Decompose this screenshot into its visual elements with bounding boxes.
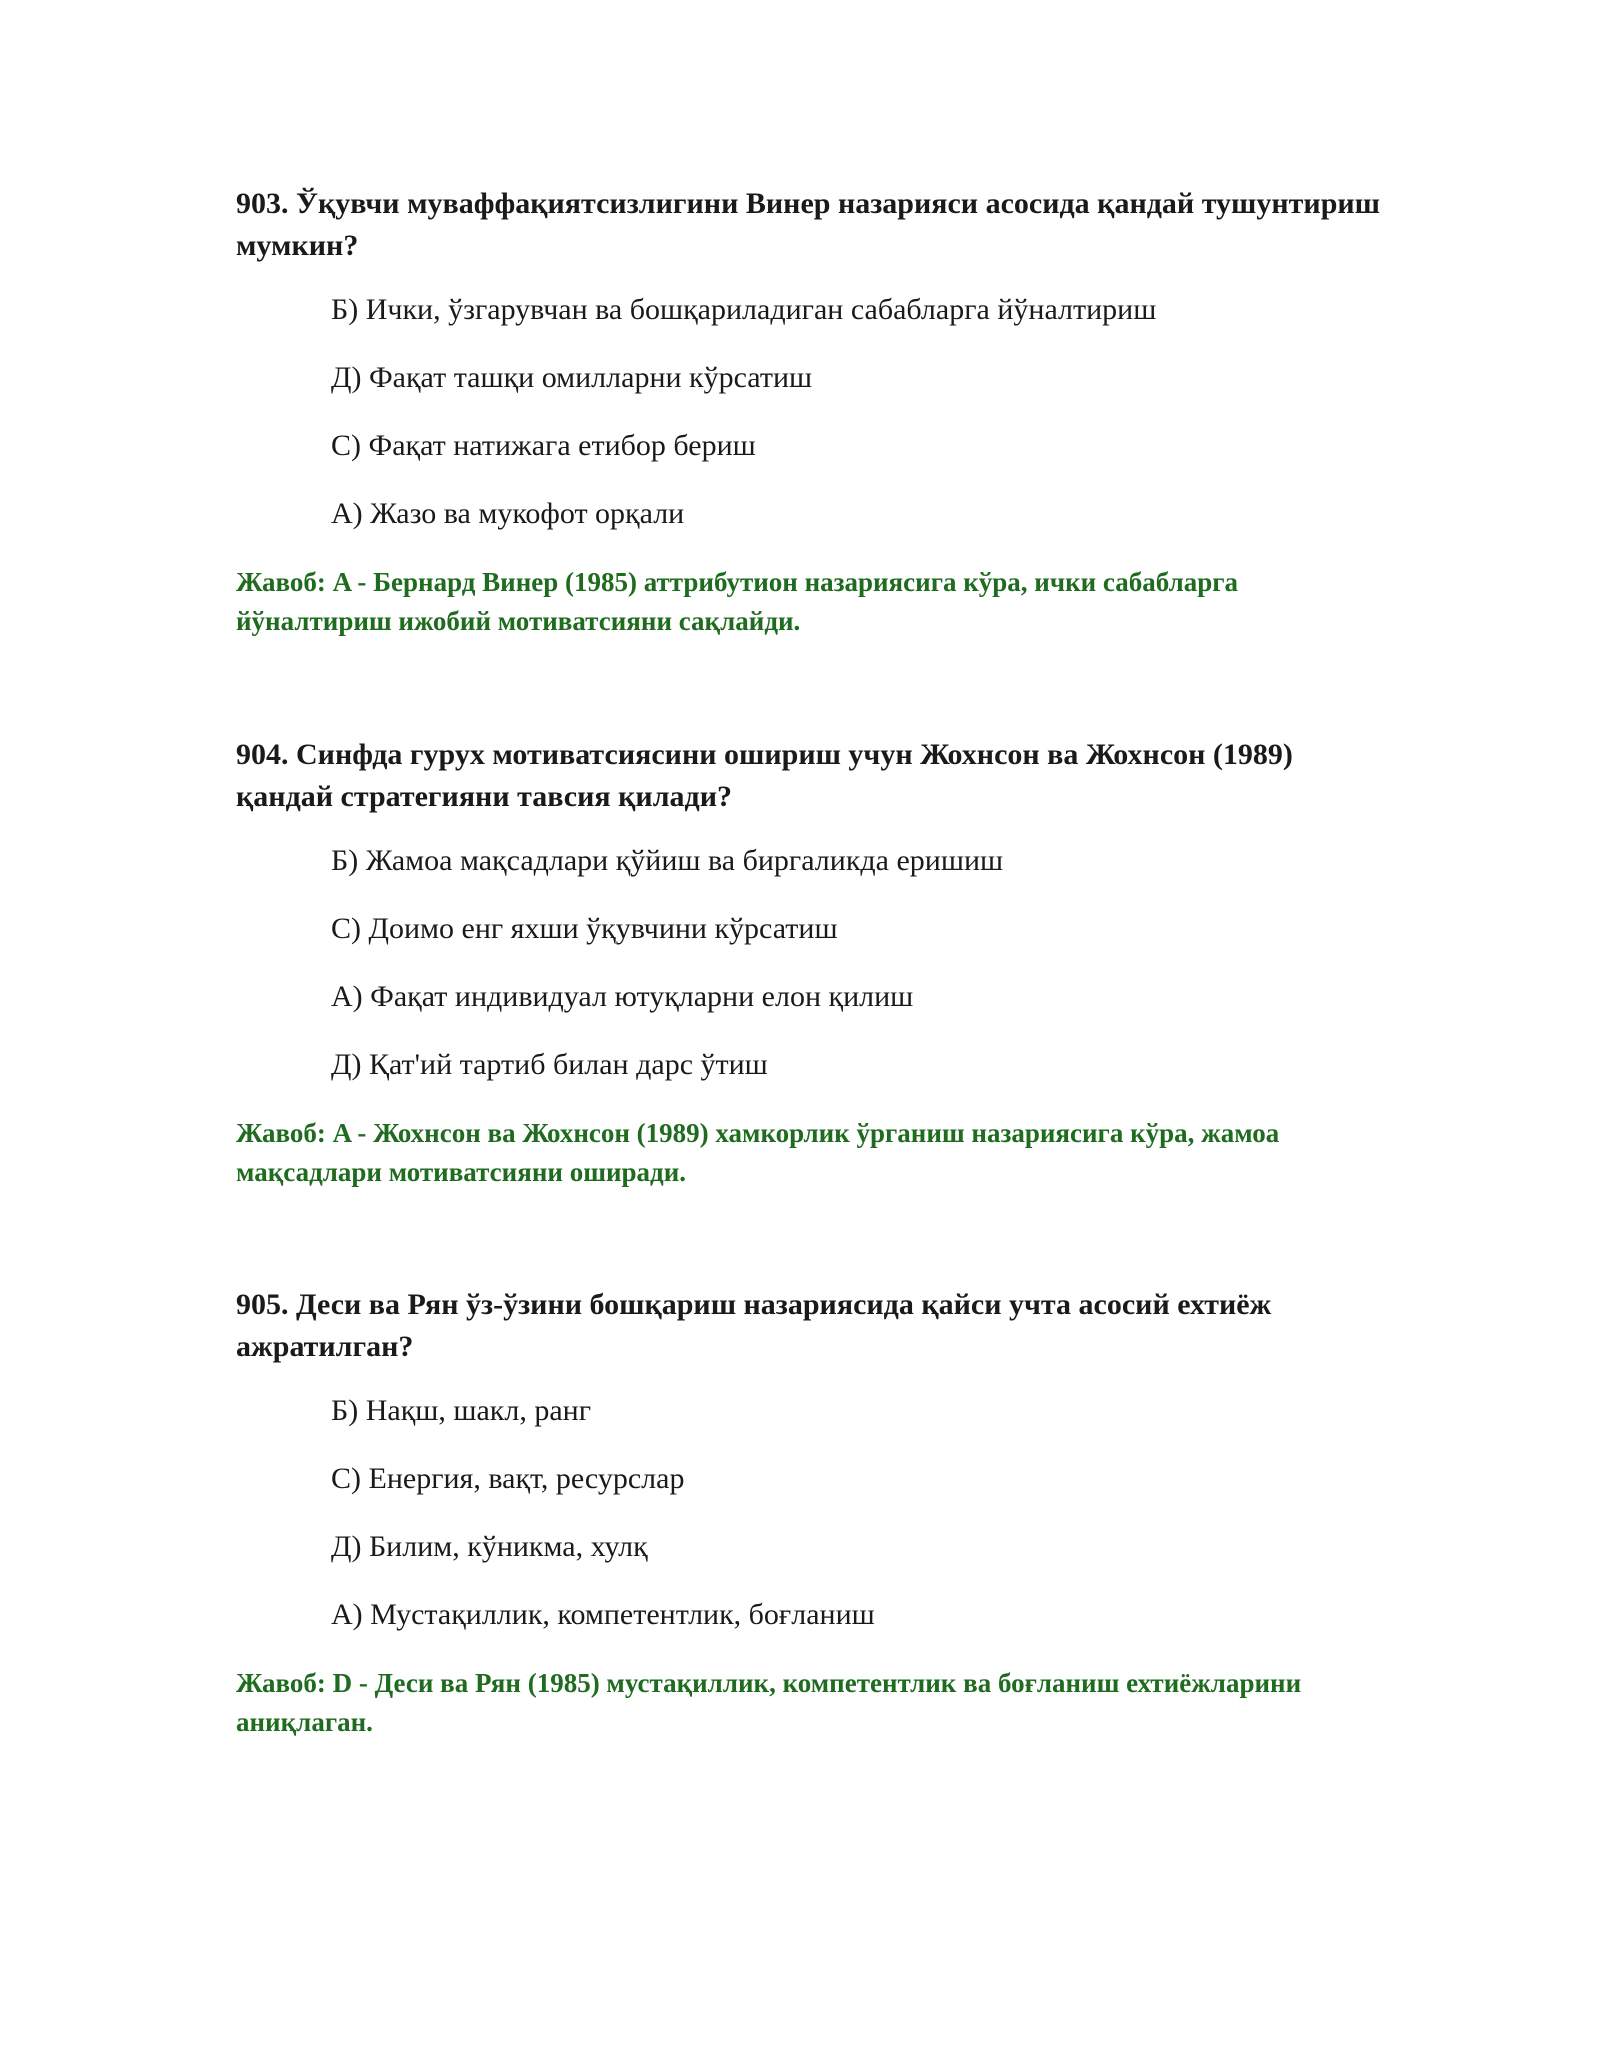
option-item: А) Мустақиллик, компетентлик, боғланиш (331, 1598, 875, 1631)
option-item: С) Доимо енг яхши ўқувчини кўрсатиш (331, 912, 838, 945)
option-item: Д) Билим, кўникма, хулқ (331, 1530, 648, 1563)
options-list (236, 1390, 1386, 1662)
option-item: С) Фақат натижага етибор бериш (331, 429, 756, 462)
question-text: 904. Синфда гурух мотиватсиясини ошириш учун Жохнсон ва Жохнсон (1989) қандай стратегияни тавсия қилади? (236, 738, 1293, 813)
answer-text: Жавоб: A - Бернард Винер (1985) аттрибутион назариясига кўра, ички сабабларга йўналтириш ижобий мотиватсияни сақлайди. (236, 567, 1238, 636)
option-item: Б) Нақш, шакл, ранг (331, 1394, 592, 1427)
question-text: 905. Деси ва Рян ўз-ўзини бошқариш назариясида қайси учта асосий ехтиёж ажратилган? (236, 1288, 1272, 1363)
option-item: С) Енергия, вақт, ресурслар (331, 1462, 685, 1495)
option-item: Д) Фақат ташқи омилларни кўрсатиш (331, 361, 813, 394)
question-903 (236, 183, 1386, 641)
option-item: Б) Ички, ўзгарувчан ва бошқариладиган сабабларга йўналтириш (331, 293, 1157, 326)
option-item: А) Жазо ва мукофот орқали (331, 497, 685, 530)
option-item: Д) Қат'ий тартиб билан дарс ўтиш (331, 1048, 768, 1081)
answer-text: Жавоб: D - Деси ва Рян (1985) мустақиллик, компетентлик ва боғланиш ехтиёжларини аниқлаган. (236, 1668, 1302, 1737)
question-904 (236, 734, 1386, 1192)
option-item: Б) Жамоа мақсадлари қўйиш ва биргаликда еришиш (331, 844, 1004, 877)
options-list (236, 289, 1386, 561)
option-item: А) Фақат индивидуал ютуқларни елон қилиш (331, 980, 914, 1013)
options-list (236, 840, 1386, 1112)
answer-text: Жавоб: A - Жохнсон ва Жохнсон (1989) хамкорлик ўрганиш назариясига кўра, жамоа мақсадлари мотиватсияни оширади. (236, 1118, 1280, 1187)
question-905 (236, 1284, 1386, 1742)
question-text: 903. Ўқувчи муваффақиятсизлигини Винер назарияси асосида қандай тушунтириш мумкин? (236, 187, 1380, 262)
